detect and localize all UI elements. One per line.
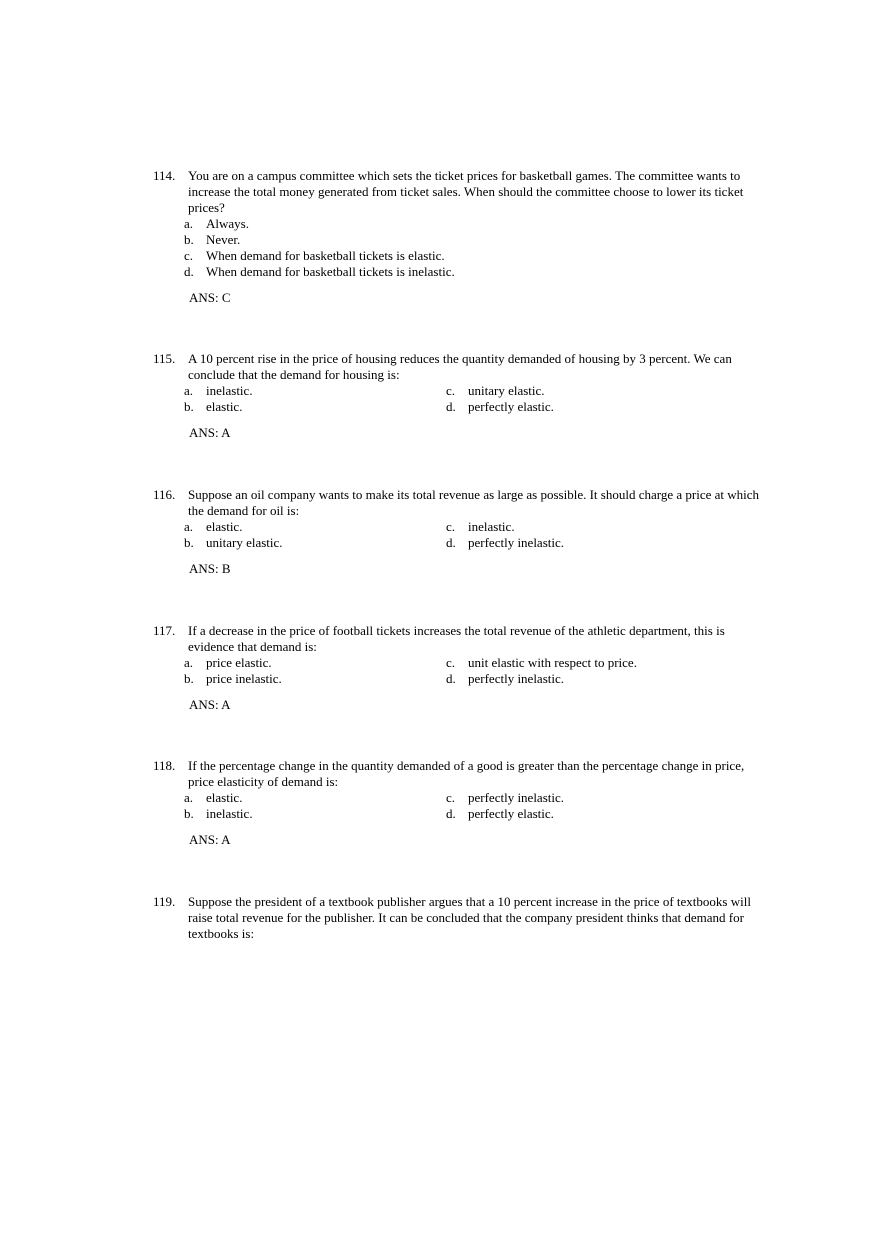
choice-text: When demand for basketball tickets is elastic.: [206, 248, 445, 263]
choice-text: perfectly inelastic.: [468, 790, 565, 805]
question-stem: [153, 623, 763, 655]
question-text: If the percentage change in the quantity demanded of a good is greater than the percentage change in price, price elasticity of demand is:: [188, 758, 745, 789]
question-stem: [153, 758, 763, 790]
choice-list: [153, 790, 763, 822]
question-text: Suppose the president of a textbook publisher argues that a 10 percent increase in the price of textbooks will raise total revenue for the publisher. It can be concluded that the company president thinks that demand for textbooks is:: [188, 894, 751, 941]
choice-letter: c.: [184, 248, 194, 263]
choice-text: elastic.: [206, 790, 243, 805]
choice-letter: d.: [446, 806, 456, 821]
choice-letter: d.: [446, 399, 456, 414]
question-text: You are on a campus committee which sets the ticket prices for basketball games. The committee wants to increase the total money generated from ticket sales. When should the committee choose to lower its ticket prices?: [188, 168, 744, 215]
question-119: [153, 894, 763, 942]
choice-text: unitary elastic.: [206, 535, 283, 550]
question-115: [153, 351, 763, 441]
choice-row: [153, 790, 763, 806]
choice-text: unit elastic with respect to price.: [468, 655, 637, 670]
choice-text: inelastic.: [468, 519, 515, 534]
choice-text: When demand for basketball tickets is inelastic.: [206, 264, 455, 279]
choice-text: inelastic.: [206, 806, 253, 821]
choice-letter: c.: [446, 790, 456, 805]
choice-text: Never.: [206, 232, 241, 247]
choice-row: [153, 399, 763, 415]
choice-letter: d.: [446, 535, 456, 550]
choice-letter: c.: [446, 655, 456, 670]
choice-list: [153, 383, 763, 415]
question-number: 114.: [153, 168, 176, 183]
choice-row: [153, 519, 763, 535]
question-114: [153, 168, 763, 306]
question-116: [153, 487, 763, 577]
question-stem: [153, 351, 763, 383]
choice-letter: d.: [184, 264, 194, 279]
choice-list: [153, 216, 763, 280]
choice-text: elastic.: [206, 519, 243, 534]
choice-letter: b.: [184, 232, 194, 247]
choice-text: inelastic.: [206, 383, 253, 398]
question-118: [153, 758, 763, 848]
question-text: If a decrease in the price of football tickets increases the total revenue of the athletic department, this is evidence that demand is:: [188, 623, 725, 654]
choice-row: [153, 216, 763, 232]
choice-letter: a.: [184, 216, 194, 231]
choice-text: perfectly elastic.: [468, 399, 554, 414]
choice-text: perfectly inelastic.: [468, 671, 565, 686]
choice-text: perfectly elastic.: [468, 806, 554, 821]
choice-letter: b.: [184, 671, 194, 686]
question-number: 118.: [153, 758, 176, 773]
choice-row: [153, 383, 763, 399]
choice-letter: d.: [446, 671, 456, 686]
choice-text: price inelastic.: [206, 671, 282, 686]
choice-letter: a.: [184, 383, 194, 398]
choice-text: elastic.: [206, 399, 243, 414]
choice-row: [153, 806, 763, 822]
choice-letter: b.: [184, 399, 194, 414]
choice-letter: a.: [184, 790, 194, 805]
question-stem: [153, 168, 763, 216]
choice-row: [153, 232, 763, 248]
answer-key: ANS: A: [189, 425, 231, 440]
question-stem: [153, 894, 763, 942]
answer-key: ANS: A: [189, 697, 231, 712]
choice-letter: a.: [184, 519, 194, 534]
choice-row: [153, 655, 763, 671]
choice-list: [153, 519, 763, 551]
choice-row: [153, 264, 763, 280]
answer-key: ANS: C: [189, 290, 231, 305]
choice-row: [153, 535, 763, 551]
question-number: 116.: [153, 487, 176, 502]
question-number: 119.: [153, 894, 176, 909]
choice-letter: b.: [184, 535, 194, 550]
choice-text: unitary elastic.: [468, 383, 545, 398]
question-text: A 10 percent rise in the price of housing reduces the quantity demanded of housing by 3 percent. We can conclude that the demand for housing is:: [188, 351, 732, 382]
question-number: 117.: [153, 623, 176, 638]
choice-row: [153, 671, 763, 687]
choice-list: [153, 655, 763, 687]
question-117: [153, 623, 763, 713]
choice-letter: c.: [446, 519, 456, 534]
answer-key: ANS: A: [189, 832, 231, 847]
question-text: Suppose an oil company wants to make its total revenue as large as possible. It should charge a price at which the demand for oil is:: [188, 487, 760, 518]
question-number: 115.: [153, 351, 176, 366]
choice-row: [153, 248, 763, 264]
question-stem: [153, 487, 763, 519]
choice-text: perfectly inelastic.: [468, 535, 565, 550]
choice-letter: c.: [446, 383, 456, 398]
choice-letter: b.: [184, 806, 194, 821]
choice-letter: a.: [184, 655, 194, 670]
choice-text: price elastic.: [206, 655, 272, 670]
answer-key: ANS: B: [189, 561, 231, 576]
choice-text: Always.: [206, 216, 249, 231]
